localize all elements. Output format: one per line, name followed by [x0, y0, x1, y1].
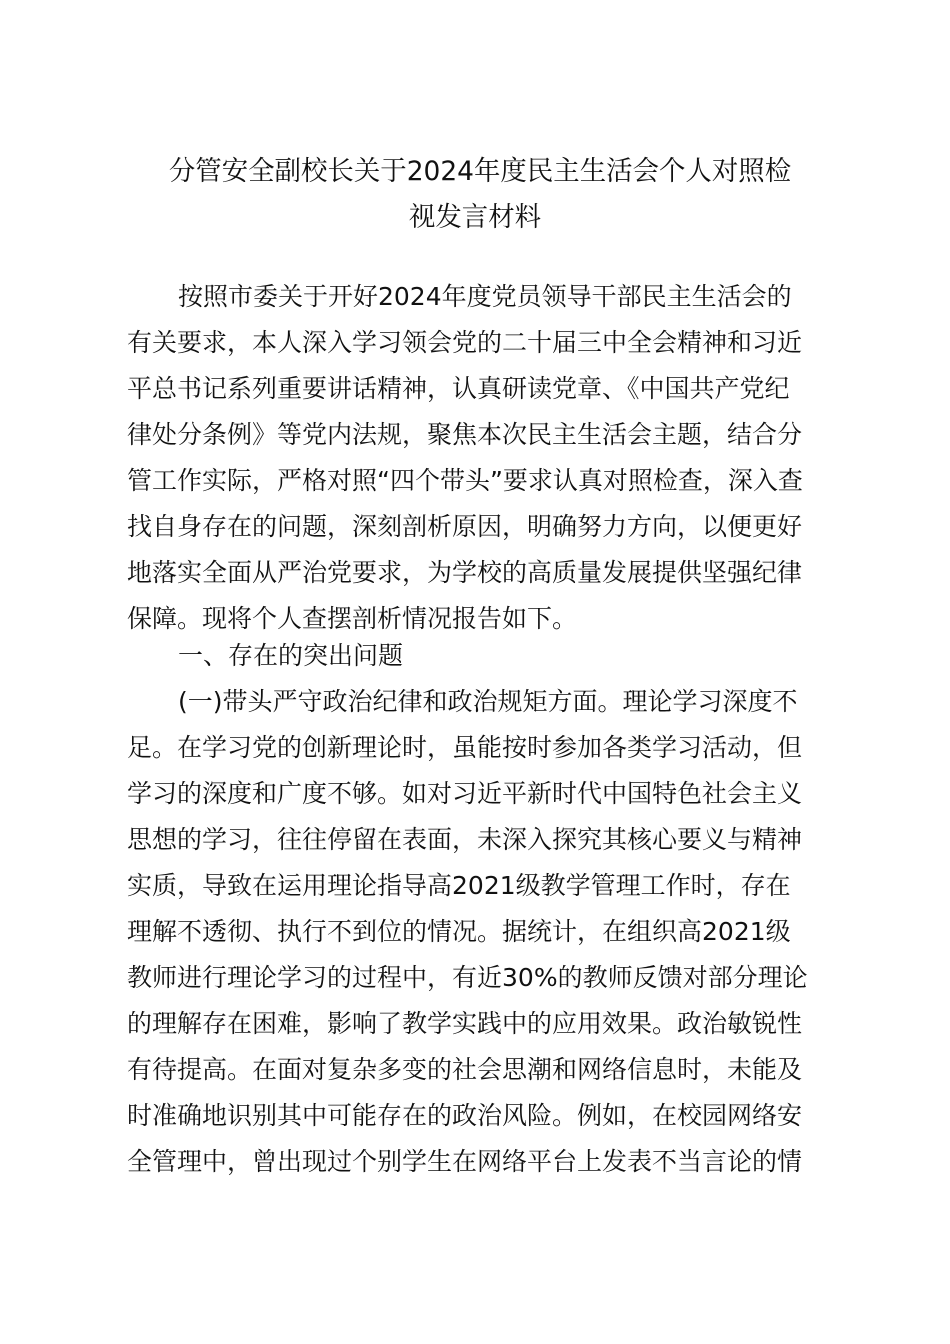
- document-title-line-2: 视发言材料: [408, 202, 542, 233]
- document-title-line-1: 分管安全副校长关于2024年度民主生活会个人对照检: [168, 156, 792, 187]
- paragraph-line: 时准确地识别其中可能存在的政治风险。例如，在校园网络安: [127, 1101, 803, 1130]
- paragraph-line: 平总书记系列重要讲话精神，认真研读党章、《中国共产党纪: [127, 374, 790, 403]
- paragraph-line: 保障。现将个人查摆剖析情况报告如下。: [127, 604, 578, 633]
- paragraph-line: 有关要求，本人深入学习领会党的二十届三中全会精神和习近: [127, 328, 803, 357]
- paragraph-line: 全管理中，曾出现过个别学生在网络平台上发表不当言论的情: [127, 1147, 803, 1176]
- paragraph-line: 实质，导致在运用理论指导高2021级教学管理工作时，存在: [127, 871, 791, 900]
- paragraph-line: 地落实全面从严治党要求，为学校的高质量发展提供坚强纪律: [127, 558, 803, 587]
- paragraph-line: (一)带头严守政治纪律和政治规矩方面。理论学习深度不: [178, 687, 798, 716]
- section-heading: 一、存在的突出问题: [178, 641, 404, 670]
- paragraph-line: 有待提高。在面对复杂多变的社会思潮和网络信息时，未能及: [127, 1055, 803, 1084]
- paragraph-line: 按照市委关于开好2024年度党员领导干部民主生活会的: [178, 282, 792, 311]
- paragraph-line: 理解不透彻、执行不到位的情况。据统计，在组织高2021级: [127, 917, 791, 946]
- paragraph-line: 思想的学习，往往停留在表面，未深入探究其核心要义与精神: [127, 825, 803, 854]
- paragraph-line: 学习的深度和广度不够。如对习近平新时代中国特色社会主义: [127, 779, 803, 808]
- paragraph-line: 足。在学习党的创新理论时，虽能按时参加各类学习活动，但: [127, 733, 803, 762]
- paragraph-line: 教师进行理论学习的过程中，有近30%的教师反馈对部分理论: [127, 963, 808, 992]
- paragraph-line: 找自身存在的问题，深刻剖析原因，明确努力方向，以便更好: [127, 512, 803, 541]
- paragraph-line: 律处分条例》等党内法规，聚焦本次民主生活会主题，结合分: [127, 420, 803, 449]
- paragraph-line: 的理解存在困难，影响了教学实践中的应用效果。政治敏锐性: [127, 1009, 803, 1038]
- paragraph-line: 管工作实际，严格对照“四个带头”要求认真对照检查，深入查: [127, 466, 803, 495]
